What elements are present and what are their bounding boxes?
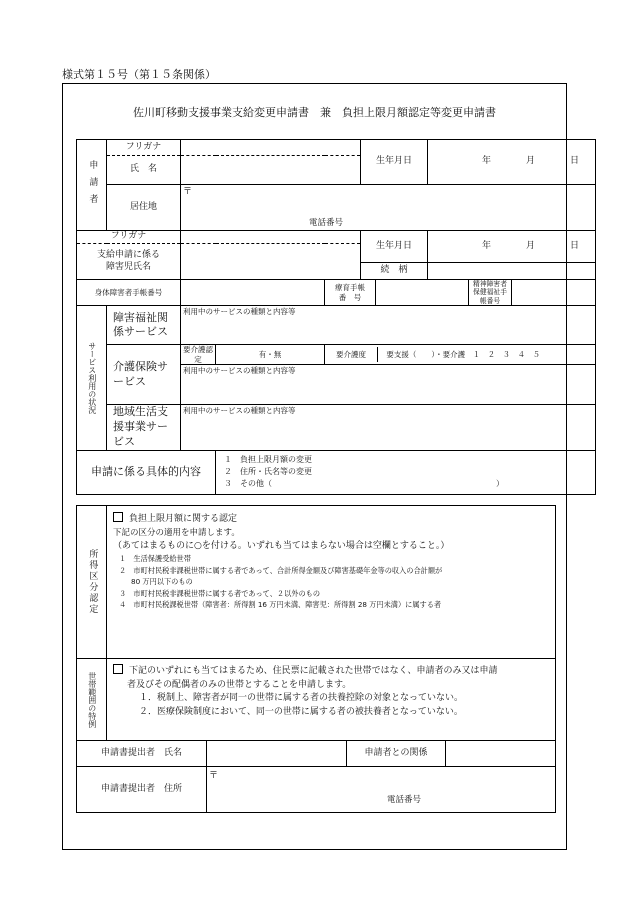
income-item-1[interactable]: １ 生活保護受給世帯	[119, 554, 191, 564]
household-item-2: ２．医療保険制度において、同一の世帯に属する者の被扶養者となっていない。	[139, 707, 463, 718]
income-item-2[interactable]: ２ 市町村民税非課税世帯に属する者であって、合計所得金額及び障害基礎年金等の収入の合計額が	[119, 565, 443, 575]
household-line-2: 者及びその配偶者のみの世帯とすることを申請します。	[127, 679, 352, 690]
household-line-1: 下記のいずれにも当てはまるため、住民票に記載された世帯ではなく、申請者のみ又は申請	[129, 666, 498, 676]
household-checkbox[interactable]	[113, 664, 123, 674]
community-in-use-label: 利用中のサービスの種類と内容等	[183, 406, 296, 416]
submitter-address-label: 申請書提出者 住所	[77, 767, 207, 813]
child-birthdate-field[interactable]	[428, 231, 596, 263]
detail-item-1: １ 負担上限月額の変更	[224, 455, 312, 465]
details-field[interactable]	[216, 450, 596, 494]
submitter-phone-label: 電話番号	[387, 795, 422, 805]
care-level-label-inline: 要介護度	[325, 347, 378, 362]
applicant-section-label: 申請者	[77, 140, 107, 231]
income-item-3[interactable]: ３ 市町村民税非課税世帯に属する者であって、２以外のもの	[119, 588, 321, 598]
welfare-service-field[interactable]	[181, 306, 596, 345]
detail-item-2: ２ 住所・氏名等の変更	[224, 467, 312, 477]
form-code: 様式第１５号（第１５条関係）	[62, 68, 216, 81]
address-label: 居住地	[107, 185, 181, 231]
care-level-row[interactable]	[325, 345, 596, 365]
child-year-label: 年	[482, 240, 492, 251]
income-table	[76, 505, 556, 813]
rehab-handbook-field[interactable]	[376, 280, 469, 306]
submitter-address-field[interactable]	[207, 767, 556, 813]
mental-handbook-label: 精神障害者保健福祉手帳番号	[469, 280, 512, 306]
applicant-phone-label: 電話番号	[309, 218, 344, 228]
income-item-2-cont: 80 万円以下のもの	[131, 577, 193, 587]
household-section-label: 世帯範囲の特例	[77, 659, 107, 741]
submitter-name-label: 申請書提出者 氏名	[77, 741, 207, 767]
community-service-label: 地域生活支援事業サービス	[107, 405, 181, 451]
applicant-table	[76, 139, 596, 495]
child-furigana-label: フリガナ	[77, 231, 181, 244]
relation-label: 続 柄	[361, 263, 428, 280]
income-section-label: 所得区分認定	[77, 506, 107, 659]
care-service-field[interactable]	[181, 365, 596, 405]
birthdate-field[interactable]	[428, 140, 596, 185]
rehab-handbook-label: 療育手帳番 号	[325, 280, 376, 306]
submitter-postal-mark: 〒	[209, 771, 219, 781]
name-field[interactable]	[181, 156, 361, 185]
child-birthdate-label: 生年月日	[361, 231, 428, 263]
furigana-label: フリガナ	[107, 140, 181, 156]
care-service-label: 介護保険サービス	[107, 345, 181, 405]
details-label: 申請に係る具体的内容	[77, 450, 216, 494]
mental-handbook-field[interactable]	[512, 280, 596, 306]
form-title: 佐川町移動支援事業支給変更申請書 兼 負担上限月額認定等変更申請書	[133, 106, 496, 119]
child-name-field[interactable]	[181, 244, 361, 280]
name-label: 氏 名	[107, 156, 181, 185]
physical-handbook-label: 身体障害者手帳番号	[77, 280, 181, 306]
child-name-label: 支給申請に係る障害児氏名	[77, 244, 181, 280]
birthdate-label: 生年月日	[361, 140, 428, 185]
submitter-name-field[interactable]	[207, 741, 347, 767]
service-section-label: サービス利用の状況	[77, 306, 107, 450]
community-service-field[interactable]	[181, 405, 596, 451]
furigana-field[interactable]	[181, 140, 361, 156]
welfare-service-label: 障害福祉関係サービス	[107, 306, 181, 345]
care-in-use-label: 利用中のサービスの種類と内容等	[183, 366, 296, 376]
income-line-1: 下記の区分の適用を申請します。	[113, 527, 240, 538]
income-heading: 負担上限月額に関する認定	[129, 514, 238, 524]
detail-item-3: ３ その他（ ）	[224, 479, 504, 489]
year-label: 年	[482, 156, 492, 167]
day-label: 日	[570, 156, 580, 167]
income-checkbox[interactable]	[113, 512, 123, 522]
care-level-value: 要支援（ ）・要介護 １ ２ ３ ４ ５	[386, 350, 541, 360]
child-month-label: 月	[526, 240, 536, 251]
submitter-relation-label: 申請者との関係	[347, 741, 446, 767]
care-cert-label: 要介護認定	[181, 345, 216, 365]
welfare-in-use-label: 利用中のサービスの種類と内容等	[183, 307, 296, 317]
address-field[interactable]	[181, 185, 596, 231]
relation-field[interactable]	[428, 263, 596, 280]
income-body	[107, 506, 556, 659]
household-body	[107, 659, 556, 741]
income-line-2: （あてはまるものに○を付ける。いずれも当てはまらない場合は空欄とすること。）	[113, 540, 450, 551]
child-day-label: 日	[570, 240, 580, 251]
child-furigana-field[interactable]	[181, 231, 361, 244]
postal-mark: 〒	[183, 187, 193, 197]
care-cert-value[interactable]: 有・無	[216, 345, 325, 365]
physical-handbook-field[interactable]	[181, 280, 325, 306]
income-item-4[interactable]: ４ 市町村民税課税世帯（障害者：所得割 16 万円未満、障害児：所得割 28 万円未満）に属する者	[119, 599, 442, 609]
household-item-1: １．税制上、障害者が同一の世帯に属する者の扶養控除の対象となっていない。	[139, 693, 464, 704]
submitter-relation-field[interactable]	[446, 741, 556, 767]
month-label: 月	[526, 156, 536, 167]
